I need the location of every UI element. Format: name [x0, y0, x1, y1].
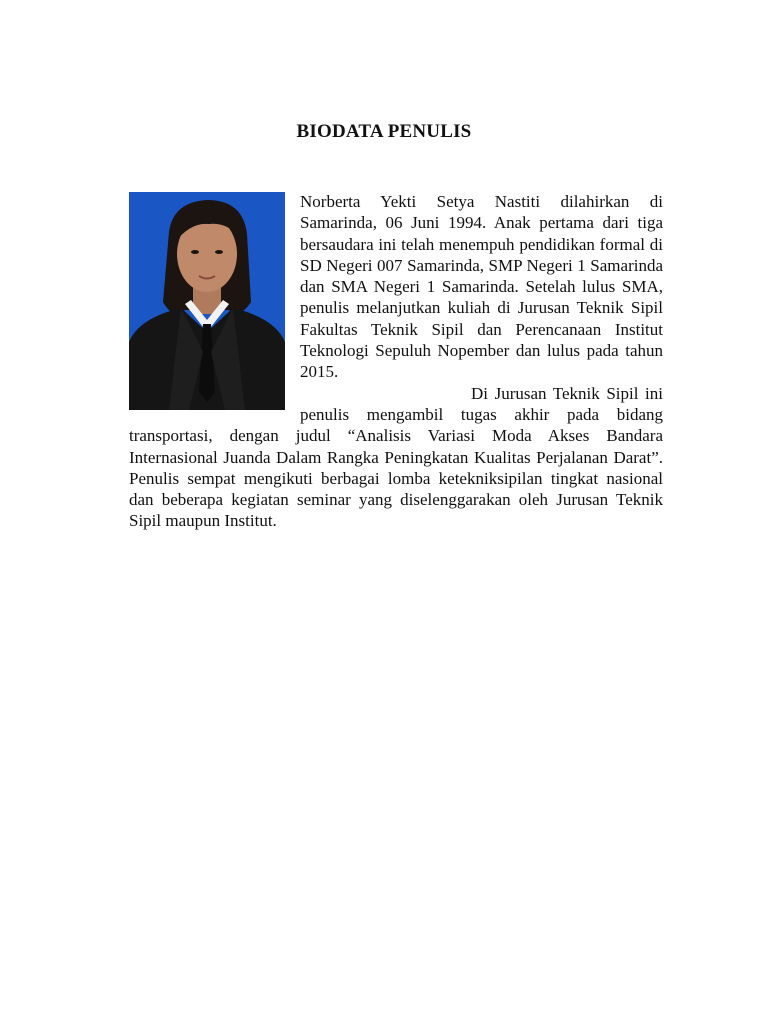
photo-text-wrap-spacer: [129, 191, 300, 415]
biography-text: [129, 191, 663, 532]
biography-paragraph-1: Norberta Yekti Setya Nastiti dilahirkan di Samarinda, 06 Juni 1994. Anak pertama dari tiga bersaudara ini telah menempuh pendidikan formal di SD Negeri 007 Samarinda, SMP Negeri 1 Samarinda dan SMA Negeri 1 Samarinda. Setelah lulus SMA, penulis melanjutkan kuliah di Jurusan Teknik Sipil Fakultas Teknik Sipil dan Perencanaan Institut Teknologi Sepuluh Nopember dan lulus pada tahun 2015.: [300, 192, 663, 382]
page-title: BIODATA PENULIS: [296, 121, 472, 142]
biography-paragraph-2: Di Jurusan Teknik Sipil ini penulis mengambil tugas akhir pada bidang transportasi, dengan judul “Analisis Variasi Moda Akses Bandara Internasional Juanda Dalam Rangka Peningkatan Kualitas Perjalanan Darat”. Penulis sempat mengikuti berbagai lomba ketekniksipilan tingkat nasional dan beberapa kegiatan seminar yang diselenggarakan oleh Jurusan Teknik Sipil maupun Institut.: [129, 383, 663, 531]
